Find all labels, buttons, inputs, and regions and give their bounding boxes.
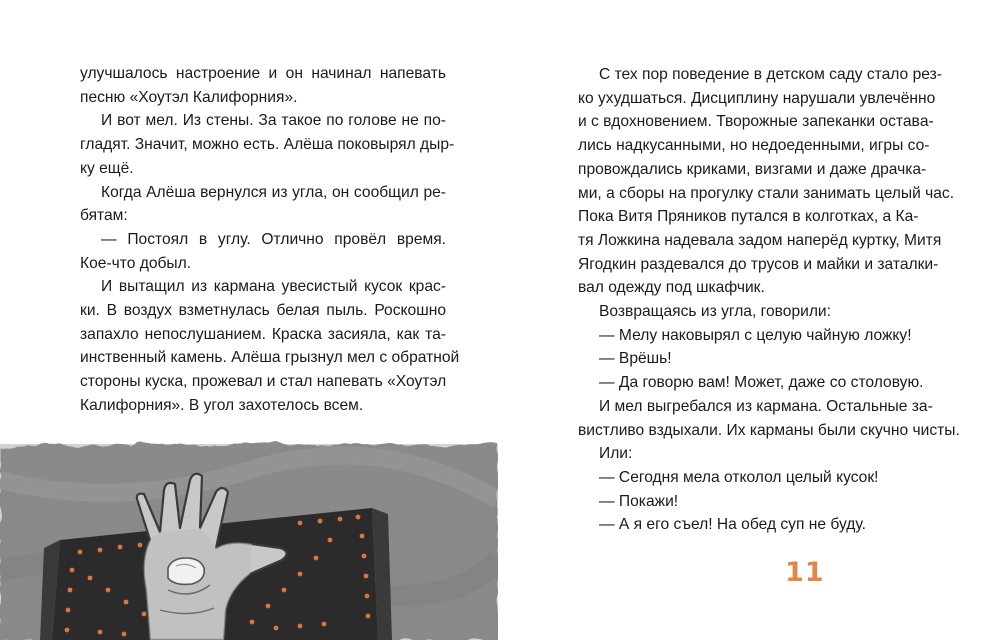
text-line: ки. В воздух взметнулась белая пыль. Роскошно — [80, 302, 446, 320]
text-line: стороны куска, прожевал и стал напевать «Хоутэл — [80, 373, 447, 391]
text-line: ми, а сборы на прогулку стали занимать целый час. — [578, 184, 955, 202]
page-number: 11 — [785, 557, 825, 588]
text-line: — Постоял в углу. Отлично провёл время. — [101, 230, 446, 248]
text-line: бятам: — [80, 207, 128, 225]
text-line: вистливо вздыхали. Их карманы были скучно чисты. — [578, 421, 960, 439]
hand-with-chalk-illustration — [0, 440, 498, 640]
text-line: ко ухудшаться. Дисциплину нарушали увлечённо — [578, 89, 936, 107]
text-line: и с вдохновением. Творожные запеканки оставa- — [578, 113, 934, 131]
text-line: — Врёшь! — [599, 350, 672, 368]
text-line: вал одежду под шкафчик. — [578, 279, 765, 297]
text-line: — А я его съел! На обед суп не буду. — [599, 516, 866, 534]
text-line: лись надкусанными, но недоеденными, игры со- — [578, 137, 930, 155]
text-line: — Сегодня мела отколол целый кусок! — [599, 468, 879, 486]
text-line: Или: — [599, 445, 633, 463]
text-line: Ягодкин раздевался до трусов и майки и заталки- — [578, 255, 939, 273]
text-line: Возвращаясь из угла, говорили: — [599, 303, 831, 321]
text-line: И вытащил из кармана увесистый кусок крас- — [101, 278, 446, 296]
right-page — [498, 0, 996, 640]
text-line: улучшалось настроение и он начинал напевать — [80, 65, 446, 82]
text-line: тя Ложкина надевала задом наперёд куртку, Митя — [578, 231, 942, 249]
text-line: И мел выгребался из кармана. Остальные за- — [599, 397, 933, 415]
text-line: гладят. Значит, можно есть. Алёша поковырял дыр- — [80, 136, 455, 154]
chalk-piece — [168, 558, 204, 584]
text-line: — Мелу наковырял с целую чайную ложку! — [599, 326, 912, 344]
text-line: — Да говорю вам! Может, даже со столовую. — [599, 374, 924, 392]
text-line: — Покажи! — [599, 492, 679, 510]
text-line: Кое-что добыл. — [80, 254, 192, 272]
text-line: песню «Хоутэл Калифорния». — [80, 88, 298, 106]
text-line: С тех пор поведение в детском саду стало рез- — [599, 66, 942, 83]
text-line: Пока Витя Пряников путался в колготках, а Ка- — [578, 208, 919, 226]
text-line: ку ещё. — [80, 159, 134, 177]
text-line: провождались криками, визгами и даже драчка- — [578, 160, 927, 178]
text-line: запахло непослушанием. Краска засияла, как та- — [80, 325, 446, 343]
text-line: Калифорния». В угол захотелось всем. — [80, 396, 364, 414]
text-line: инственный камень. Алёша грызнул мел с обратной — [80, 349, 460, 367]
right-text-block — [578, 63, 960, 537]
text-line: Когда Алёша вернулся из угла, он сообщил ре- — [101, 183, 446, 201]
left-text-block — [80, 62, 460, 418]
text-line: И вот мел. Из стены. За такое по голове не по- — [101, 112, 446, 130]
